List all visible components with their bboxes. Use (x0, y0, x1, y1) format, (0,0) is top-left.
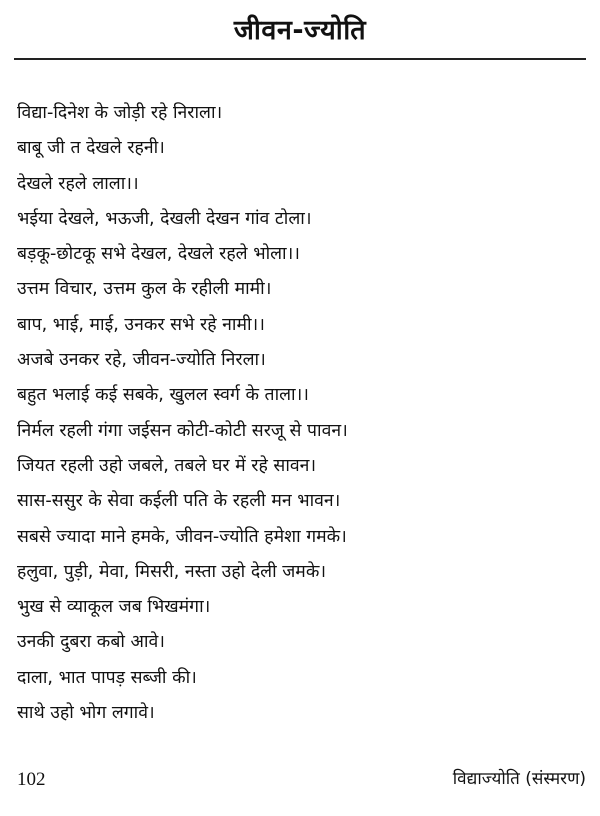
verse-line: हलुवा, पुड़ी, मेवा, मिसरी, नस्ता उहो देली जमके। (17, 561, 326, 582)
page-number: 102 (17, 769, 46, 790)
page-footer (0, 766, 600, 806)
header-divider (14, 58, 586, 60)
verse-line: बड़कू-छोटकू सभे देखल, देखले रहले भोला।। (17, 244, 300, 265)
verse-line: विद्या-दिनेश के जोड़ी रहे निराला। (17, 103, 223, 123)
verse-line: उत्तम विचार, उत्तम कुल के रहीली मामी। (17, 279, 272, 300)
verse-line: बहुत भलाई कई सबके, खुलल स्वर्ग के ताला।। (17, 385, 309, 406)
verse-line: सास-ससुर के सेवा कईली पति के रहली मन भावन। (17, 491, 341, 512)
verse-line: जियत रहली उहो जबले, तबले घर में रहे सावन। (17, 455, 317, 476)
verse-line: भईया देखले, भऊजी, देखली देखन गांव टोला। (17, 208, 312, 229)
verse-line: अजबे उनकर रहे, जीवन-ज्योति निरला। (17, 350, 266, 371)
verse-line: दाला, भात पापड़ सब्जी की। (17, 667, 197, 688)
page-title: जीवन-ज्योति (233, 15, 367, 46)
verse-line: निर्मल रहली गंगा जईसन कोटी-कोटी सरजू से पावन। (17, 420, 348, 441)
verse-line: भुख से व्याकूल जब भिखमंगा। (17, 597, 211, 618)
verse-line: बाप, भाई, माई, उनकर सभे रहे नामी।। (17, 314, 265, 335)
page-header (0, 0, 600, 62)
verse-line: बाबू जी त देखले रहनी। (17, 138, 165, 159)
verse-line: सबसे ज्यादा माने हमके, जीवन-ज्योति हमेशा गमके। (17, 526, 347, 547)
poem-body (17, 96, 587, 731)
verse-line: उनकी दुबरा कबो आवे। (17, 632, 165, 653)
verse-line: साथे उहो भोग लगावे। (17, 703, 155, 724)
verse-line: देखले रहले लाला।। (17, 173, 139, 194)
book-title: विद्याज्योति (संस्मरण) (452, 769, 586, 789)
